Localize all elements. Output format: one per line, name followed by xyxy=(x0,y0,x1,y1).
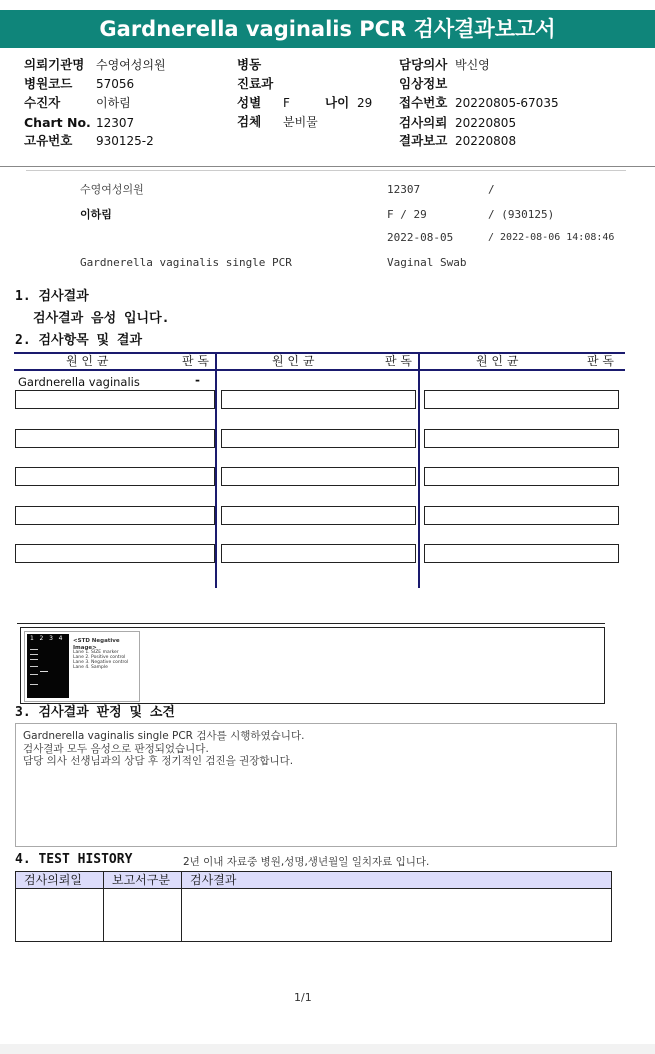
history-table xyxy=(15,871,612,942)
result-box xyxy=(424,467,619,486)
specimen-value: 분비물 xyxy=(283,115,318,129)
gel-lane-numbers: 1 2 3 4 xyxy=(30,635,63,642)
report-title: Gardnerella vaginalis PCR 검사결과보고서 xyxy=(0,10,655,48)
specimen-label: 검체 xyxy=(237,114,262,129)
results-col-divider-1 xyxy=(215,352,217,588)
hospital-code-value: 57056 xyxy=(96,77,135,91)
opinion-box xyxy=(15,723,617,847)
result-box xyxy=(15,467,215,486)
result-box xyxy=(15,390,215,409)
result-box xyxy=(221,390,416,409)
summary-specimen: Vaginal Swab xyxy=(387,256,467,269)
gel-band xyxy=(30,684,38,685)
history-note: 2년 이내 자료중 병원,성명,생년월일 일치자료 입니다. xyxy=(183,856,430,868)
history-cell xyxy=(104,889,182,942)
gel-lane-1: Lane 1. SIZE marker xyxy=(73,650,119,655)
gel-band xyxy=(30,674,38,675)
section3-title: 3. 검사결과 판정 및 소견 xyxy=(15,705,175,720)
request-date-label: 검사의뢰 xyxy=(399,115,448,130)
gel-image-title: <STD Negative Image> xyxy=(73,638,120,651)
col3-organism-header: 원 인 균 xyxy=(476,354,519,368)
result-box xyxy=(221,506,416,525)
results-table-header-border xyxy=(14,369,625,371)
department-label: 진료과 xyxy=(237,76,274,91)
opinion-line-3: 담당 의사 선생님과의 상담 후 정기적인 검진을 권장합니다. xyxy=(23,755,294,767)
doctor-value: 박신영 xyxy=(455,58,490,72)
sex-value: F xyxy=(283,96,290,110)
request-date-value: 20220805 xyxy=(455,116,517,130)
col1-result-header: 판 독 xyxy=(182,354,209,368)
patient-label: 수진자 xyxy=(24,95,61,110)
history-header-report-type: 보고서구분 xyxy=(104,872,182,889)
section4-title: 4. TEST HISTORY xyxy=(15,852,133,867)
summary-id: / (930125) xyxy=(488,208,555,221)
receipt-no-label: 접수번호 xyxy=(399,95,448,110)
result-box xyxy=(424,506,619,525)
unique-no-label: 고유번호 xyxy=(24,133,73,148)
result-box xyxy=(221,429,416,448)
chart-no-value: 12307 xyxy=(96,116,135,130)
history-header-request-date: 검사의뢰일 xyxy=(16,872,104,889)
patient-value: 이하림 xyxy=(96,96,131,110)
info-divider xyxy=(0,166,655,167)
result-item-value: - xyxy=(195,373,200,387)
summary-patient: 이하림 xyxy=(80,208,112,221)
result-box xyxy=(15,429,215,448)
age-label: 나이 xyxy=(325,95,350,110)
unique-no-value: 930125-2 xyxy=(96,134,154,148)
col3-result-header: 판 독 xyxy=(587,354,614,368)
result-box xyxy=(15,544,215,563)
clinical-info-label: 임상정보 xyxy=(399,76,448,91)
history-cell xyxy=(16,889,104,942)
result-box xyxy=(424,390,619,409)
gel-band xyxy=(30,666,38,667)
result-box xyxy=(424,544,619,563)
summary-sex-age: F / 29 xyxy=(387,208,427,221)
summary-clinic: 수영여성의원 xyxy=(80,183,144,196)
result-box xyxy=(15,506,215,525)
history-cell xyxy=(182,889,612,942)
gel-lane-2: Lane 2. Positive control xyxy=(73,655,126,660)
summary-chart: 12307 xyxy=(387,183,421,196)
gel-image xyxy=(24,631,140,702)
page-number: 1/1 xyxy=(294,991,312,1004)
summary-slash: / xyxy=(488,183,495,196)
history-header-result: 검사결과 xyxy=(182,872,612,889)
gel-band xyxy=(40,671,48,672)
result-box xyxy=(424,429,619,448)
summary-divider xyxy=(26,170,626,171)
gel-lane-4: Lane 4. Sample xyxy=(73,665,108,670)
hospital-code-label: 병원코드 xyxy=(24,76,73,91)
section2-title: 2. 검사항목 및 결과 xyxy=(15,333,143,348)
section1-text: 검사결과 음성 입니다. xyxy=(33,311,170,326)
opinion-line-2: 검사결과 모두 음성으로 판정되었습니다. xyxy=(23,743,209,755)
chart-no-label: Chart No. xyxy=(24,115,91,130)
result-box xyxy=(221,544,416,563)
gel-lane-3: Lane 3. Negative control xyxy=(73,660,129,665)
report-date-value: 20220808 xyxy=(455,134,517,148)
gel-band xyxy=(30,654,38,655)
summary-date2: / 2022-08-06 14:08:46 xyxy=(488,232,615,243)
col2-result-header: 판 독 xyxy=(385,354,412,368)
sex-label: 성별 xyxy=(237,95,262,110)
result-item-name: Gardnerella vaginalis xyxy=(18,375,140,389)
report-date-label: 결과보고 xyxy=(399,133,448,148)
summary-test: Gardnerella vaginalis single PCR xyxy=(80,256,292,269)
ward-label: 병동 xyxy=(237,57,262,72)
gel-band xyxy=(30,659,38,660)
col1-organism-header: 원 인 균 xyxy=(66,354,109,368)
summary-date1: 2022-08-05 xyxy=(387,231,454,244)
result-box xyxy=(221,467,416,486)
opinion-line-1: Gardnerella vaginalis single PCR 검사를 시행하였습니다. xyxy=(23,730,305,742)
section1-title: 1. 검사결과 xyxy=(15,289,89,304)
clinic-value: 수영여성의원 xyxy=(96,58,166,72)
results-col-divider-2 xyxy=(418,352,420,588)
page-bottom-bar xyxy=(0,1044,655,1054)
receipt-no-value: 20220805-67035 xyxy=(455,96,559,110)
gel-top-line xyxy=(17,623,605,624)
age-value: 29 xyxy=(357,96,373,110)
doctor-label: 담당의사 xyxy=(399,57,448,72)
clinic-label: 의뢰기관명 xyxy=(24,57,85,72)
gel-band xyxy=(30,649,38,650)
col2-organism-header: 원 인 균 xyxy=(272,354,315,368)
